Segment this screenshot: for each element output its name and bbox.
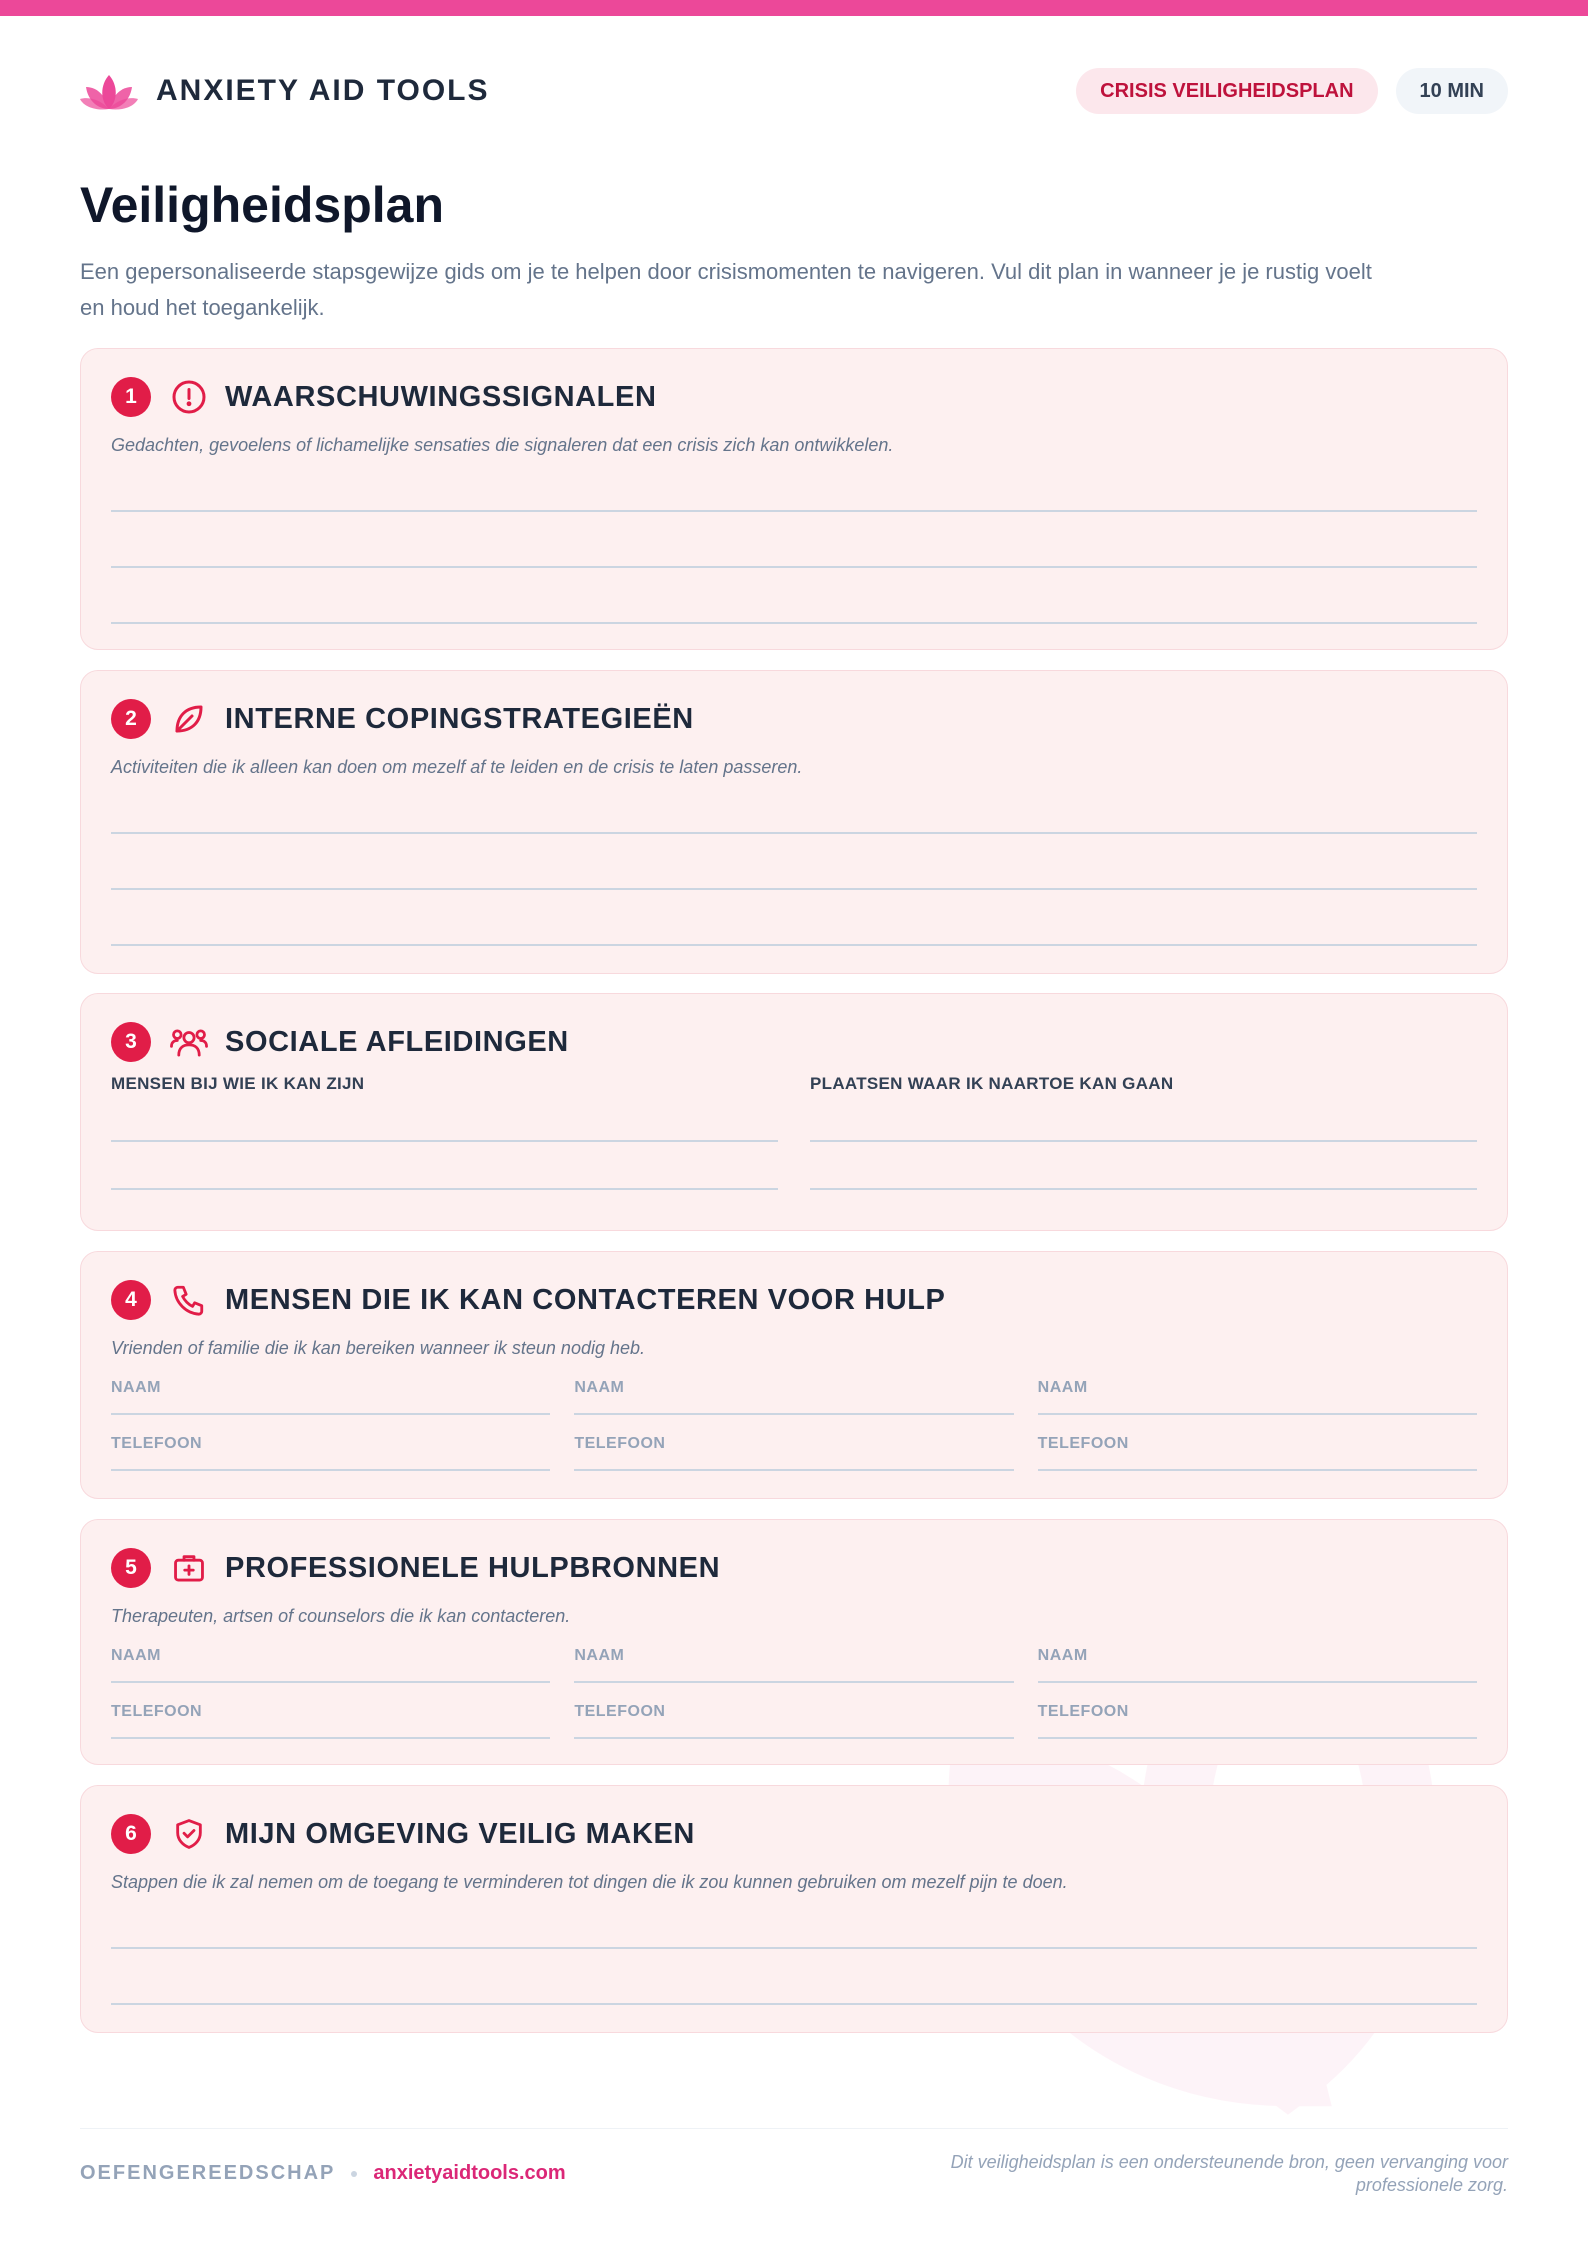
write-line[interactable]	[111, 778, 1477, 834]
name-field[interactable]: NAAM	[111, 1647, 550, 1683]
section-number: 6	[111, 1814, 151, 1854]
top-accent-bar	[0, 0, 1588, 16]
write-line[interactable]	[111, 456, 1477, 512]
phone-field[interactable]: TELEFOON	[574, 1703, 1013, 1739]
name-field[interactable]: NAAM	[1038, 1379, 1477, 1415]
write-line[interactable]	[810, 1142, 1477, 1190]
alert-circle-icon	[169, 377, 209, 417]
section-description: Stappen die ik zal nemen om de toegang te verminderen tot dingen die ik zou kunnen gebruiken om mezelf pijn te doen.	[111, 1872, 1068, 1892]
page	[80, 16, 1508, 326]
people-icon	[169, 1022, 209, 1062]
phone-field[interactable]: TELEFOON	[111, 1703, 550, 1739]
section-description: Therapeuten, artsen of counselors die ik kan contacteren.	[111, 1606, 571, 1626]
write-line[interactable]	[111, 1949, 1477, 2005]
section-number: 3	[111, 1022, 151, 1062]
brand	[80, 69, 490, 113]
write-line[interactable]	[111, 512, 1477, 568]
separator-dot	[351, 2171, 357, 2177]
shield-check-icon	[169, 1814, 209, 1854]
write-line[interactable]	[111, 1893, 1477, 1949]
page-title: Veiligheidsplan	[80, 177, 444, 233]
section-professional-resources	[80, 1519, 1508, 1765]
section-title: WAARSCHUWINGSSIGNALEN	[225, 380, 657, 413]
section-title: MENSEN DIE IK KAN CONTACTEREN VOOR HULP	[225, 1283, 946, 1316]
section-warning-signs	[80, 348, 1508, 650]
medical-kit-icon	[169, 1548, 209, 1588]
website-link[interactable]: anxietyaidtools.com	[373, 2162, 566, 2184]
phone-field[interactable]: TELEFOON	[111, 1435, 550, 1471]
phone-icon	[169, 1280, 209, 1320]
section-description: Activiteiten die ik alleen kan doen om mezelf af te leiden en de crisis te laten passeren.	[111, 757, 803, 777]
section-title: MIJN OMGEVING VEILIG MAKEN	[225, 1817, 695, 1850]
section-title: INTERNE COPINGSTRATEGIEËN	[225, 702, 694, 735]
section-number: 1	[111, 377, 151, 417]
places-column	[810, 1074, 1477, 1190]
phone-field[interactable]: TELEFOON	[574, 1435, 1013, 1471]
page-intro: Een gepersonaliseerde stapsgewijze gids om je te helpen door crisismomenten te navigeren. Vul dit plan in wanneer je je rustig voelt en houd het toegankelijk.	[80, 259, 1372, 320]
duration-badge: 10 MIN	[1396, 68, 1508, 114]
section-number: 4	[111, 1280, 151, 1320]
disclaimer: Dit veiligheidsplan is een ondersteunende bron, geen vervanging voor professionele zorg.	[950, 2151, 1508, 2195]
section-contacts	[80, 1251, 1508, 1499]
name-field[interactable]: NAAM	[111, 1379, 550, 1415]
section-coping-strategies	[80, 670, 1508, 974]
write-line[interactable]	[111, 568, 1477, 624]
section-social-distractions	[80, 993, 1508, 1231]
contact-grid	[111, 1379, 1477, 1471]
phone-field[interactable]: TELEFOON	[1038, 1435, 1477, 1471]
name-field[interactable]: NAAM	[1038, 1647, 1477, 1683]
footer-label: OEFENGEREEDSCHAP	[80, 2162, 336, 2184]
people-column	[111, 1074, 778, 1190]
crisis-badge: CRISIS VEILIGHEIDSPLAN	[1076, 68, 1377, 114]
write-line[interactable]	[111, 834, 1477, 890]
write-line[interactable]	[810, 1094, 1477, 1142]
column-label: PLAATSEN WAAR IK NAARTOE KAN GAAN	[810, 1074, 1174, 1093]
section-number: 2	[111, 699, 151, 739]
lotus-icon	[80, 69, 138, 113]
write-line[interactable]	[111, 1142, 778, 1190]
section-number: 5	[111, 1548, 151, 1588]
name-field[interactable]: NAAM	[574, 1379, 1013, 1415]
header-badges	[1076, 68, 1508, 114]
write-line[interactable]	[111, 1094, 778, 1142]
footer	[80, 2128, 1508, 2218]
leaf-icon	[169, 699, 209, 739]
header	[80, 16, 1508, 166]
section-safe-environment	[80, 1785, 1508, 2033]
phone-field[interactable]: TELEFOON	[1038, 1703, 1477, 1739]
section-title: SOCIALE AFLEIDINGEN	[225, 1025, 569, 1058]
professional-grid	[111, 1647, 1477, 1739]
brand-name: ANXIETY AID TOOLS	[156, 74, 490, 107]
name-field[interactable]: NAAM	[574, 1647, 1013, 1683]
section-description: Gedachten, gevoelens of lichamelijke sensaties die signaleren dat een crisis zich kan ontwikkelen.	[111, 435, 894, 455]
section-description: Vrienden of familie die ik kan bereiken wanneer ik steun nodig heb.	[111, 1338, 646, 1358]
write-line[interactable]	[111, 890, 1477, 946]
column-label: MENSEN BIJ WIE IK KAN ZIJN	[111, 1074, 365, 1093]
section-title: PROFESSIONELE HULPBRONNEN	[225, 1551, 721, 1584]
